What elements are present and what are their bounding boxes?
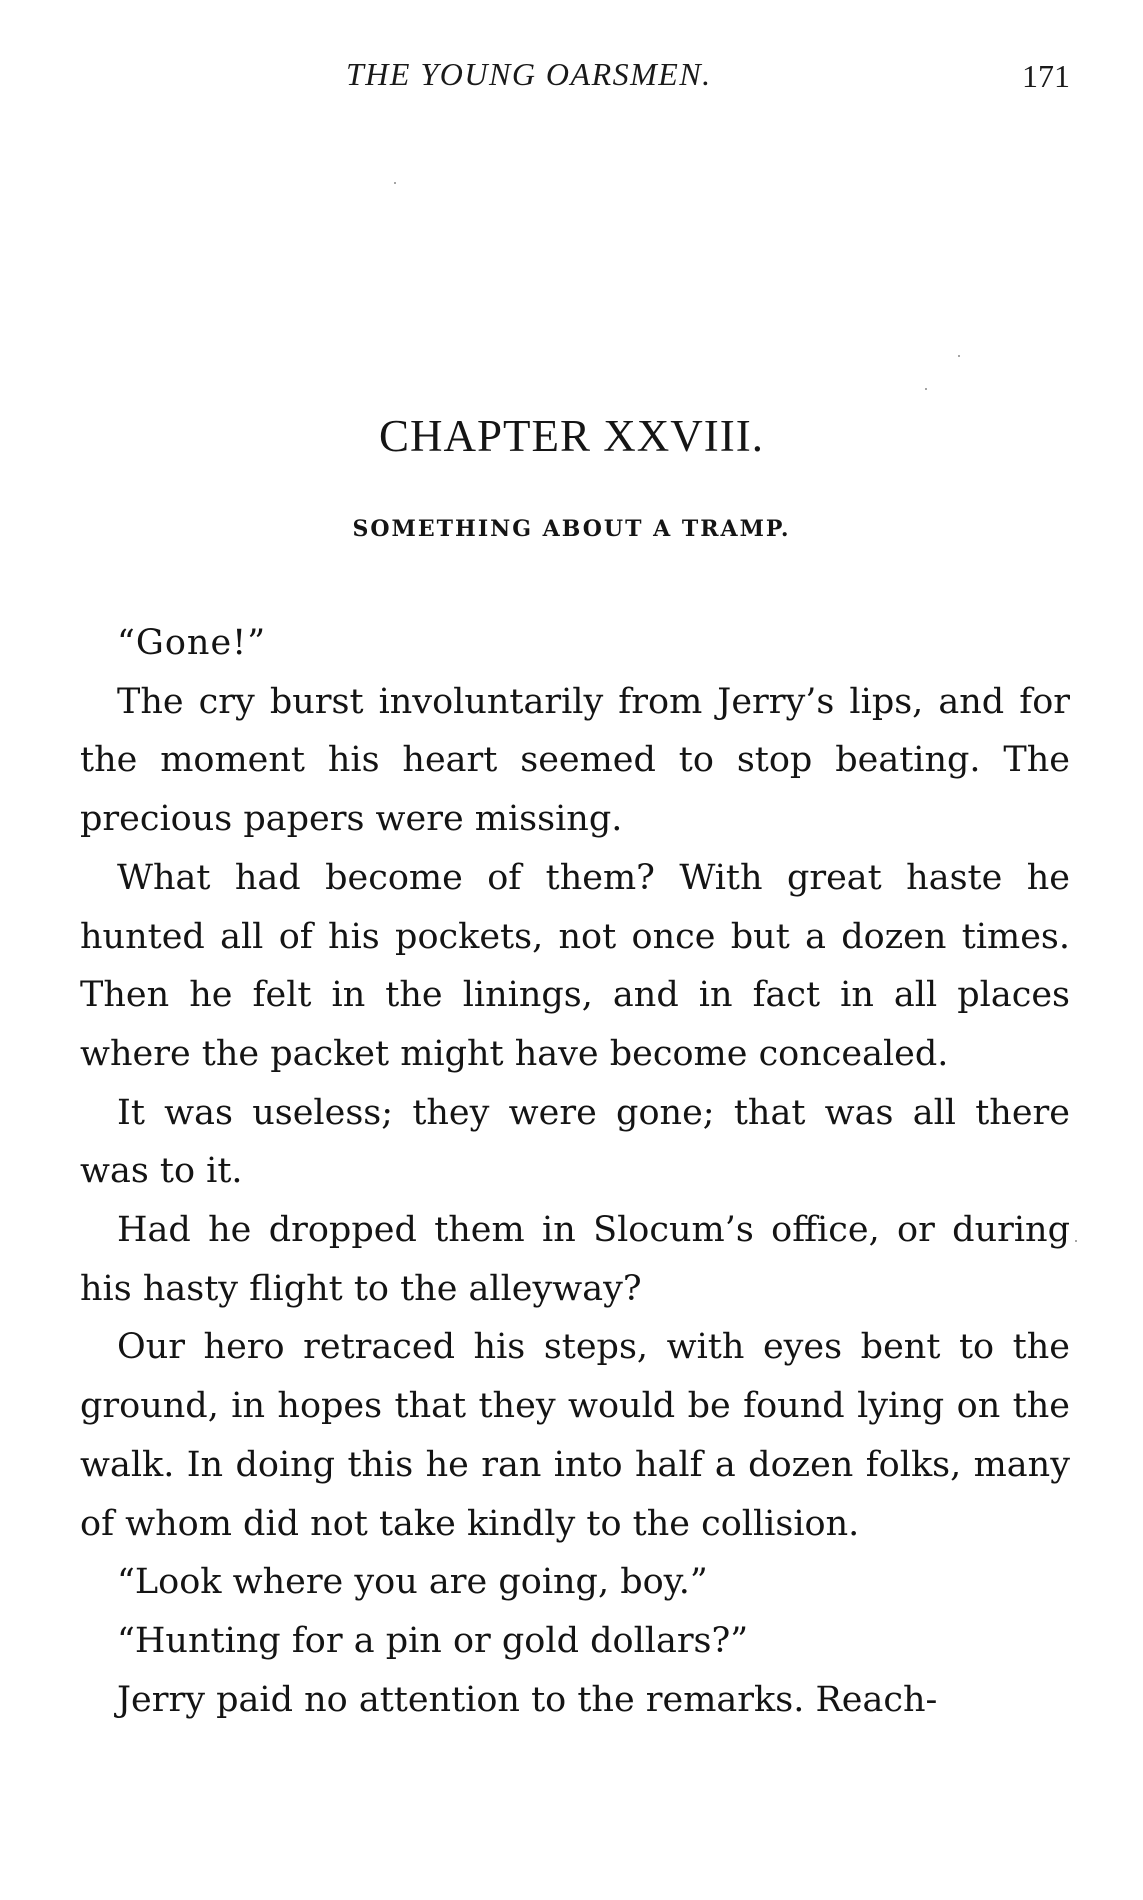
- paragraph: “Look where you are going, boy.”: [117, 1562, 708, 1603]
- paragraph: “Hunting for a pin or gold dollars?”: [117, 1620, 749, 1661]
- running-head-title: THE YOUNG OARSMEN.: [346, 56, 712, 92]
- paragraph: Had he dropped them in Slocum’s office, or during his hasty flight to the alleyway?: [80, 1210, 1070, 1309]
- paragraph: Jerry paid no attention to the remarks. Reach-: [117, 1679, 938, 1720]
- paragraph: What had become of them? With great haste he hunted all of his pockets, not once but a dozen times. Then he felt in the linings, and in fact in all places where the packet might have become concealed.: [80, 857, 1070, 1074]
- chapter-subtitle: SOMETHING ABOUT A TRAMP.: [352, 516, 791, 542]
- paragraph: The cry burst involuntarily from Jerry’s lips, and for the moment his heart seemed to stop beating. The precious papers were missing.: [80, 681, 1070, 840]
- paragraph: Our hero retraced his steps, with eyes bent to the ground, in hopes that they would be found lying on the walk. In doing this he ran into half a dozen folks, many of whom did not take kindly to the collision.: [80, 1327, 1070, 1544]
- scan-speck: [394, 182, 396, 184]
- chapter-title: CHAPTER XXVIII.: [379, 411, 764, 461]
- paragraph: It was useless; they were gone; that was all there was to it.: [80, 1092, 1070, 1192]
- scan-speck: [1075, 1240, 1077, 1242]
- paragraph: “Gone!”: [117, 623, 267, 663]
- chapter-body: [80, 614, 1070, 1729]
- scan-speck: [958, 355, 960, 357]
- scan-speck: [925, 388, 927, 390]
- page-number: 171: [1022, 58, 1070, 94]
